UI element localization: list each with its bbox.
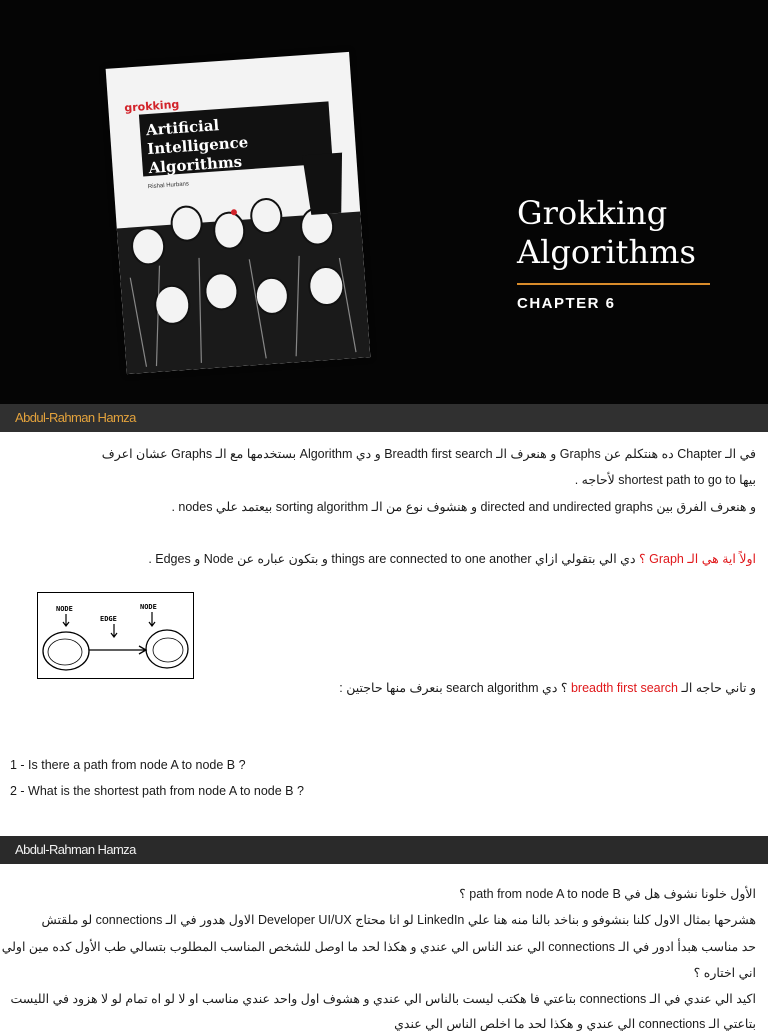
paragraph-line: هشرحها بمثال الاول كلنا بنشوفو و بناخد بالنا منه هنا علي LinkedIn لو انا محتاج Developer UI/UX الاول هدور في الـ connections لو ملقتش [41, 913, 756, 927]
book-series-label: grokking [123, 97, 180, 115]
book-author: Rishal Hurbans [147, 181, 190, 191]
bfs-question [339, 680, 756, 695]
book-title: Artificial Intelligence Algorithms [145, 116, 249, 178]
paragraph-line: اكيد الي عندي في الـ connections بتاعتي فا هكتب ليست بالناس الي عندي و هشوف اول واحد عندي مناسب او لا لو اه تمام لو لا هزود في الليست [10, 992, 756, 1006]
edge-pointer [111, 624, 117, 637]
book-cover [106, 52, 371, 374]
author-bar [0, 404, 768, 432]
bfs-question-prefix: و تاني حاجه الـ [677, 681, 756, 695]
paragraph-line: حد مناسب هبدأ ادور في الـ connections الي عند الناس الي عندي و هكذا لحد ما اوصل للشخص المناسب المطلوب بتسالي طب الأول كده مين اولي [1, 940, 756, 954]
paragraph-line: و هنعرف الفرق بين directed and undirected graphs و هنشوف نوع من الـ sorting algorithm بيعتمد علي nodes . [171, 500, 756, 514]
node-pointer-right [149, 612, 155, 626]
paragraph-line: في الـ Chapter ده هنتكلم عن Graphs و هنعرف الـ Breadth first search و دي Algorithm بستخدمها مع الـ Graphs عشان اعرف [101, 447, 756, 461]
bfs-question-text: ؟ دي search algorithm بنعرف منها حاجتين : [339, 681, 571, 695]
deck-title: Grokking Algorithms [517, 194, 696, 271]
paragraph-line: بتاعتي الـ connections الي عندي و هكذا لحد ما اخلص الناس الي عندي [394, 1017, 756, 1031]
graph-sketch [38, 593, 193, 678]
paragraph-line: الأول خلونا نشوف هل في path from node A to node B ؟ [459, 887, 756, 901]
graph-question-highlight: اولاً اية هي الـ Graph ؟ [639, 552, 756, 566]
cover-illustration [113, 152, 371, 375]
author-name: Abdul-Rahman Hamza [15, 410, 136, 425]
chapter-label: CHAPTER 6 [517, 295, 616, 312]
graph-question [148, 551, 756, 566]
paragraph-line: اني اختاره ؟ [693, 966, 756, 980]
node-label-left: NODE [56, 605, 73, 613]
paragraph-line: بيها shortest path to go to لأحاجه . [574, 473, 756, 487]
edge-arrow [89, 646, 146, 654]
title-slide [0, 0, 768, 404]
list-item: 1 - Is there a path from node A to node B ? [10, 758, 246, 772]
node-pointer-left [63, 614, 69, 626]
author-name: Abdul-Rahman Hamza [15, 842, 136, 857]
list-item: 2 - What is the shortest path from node A to node B ? [10, 784, 304, 798]
edge-label: EDGE [100, 615, 117, 623]
graph-diagram [37, 592, 194, 679]
title-divider [517, 283, 710, 285]
bfs-question-highlight: breadth first search [570, 681, 678, 695]
graph-question-text: دي الي بتقولي ازاي things are connected to one another و بتكون عباره عن Node و Edges . [148, 552, 639, 566]
node-label-right: NODE [140, 603, 157, 611]
author-bar [0, 836, 768, 864]
